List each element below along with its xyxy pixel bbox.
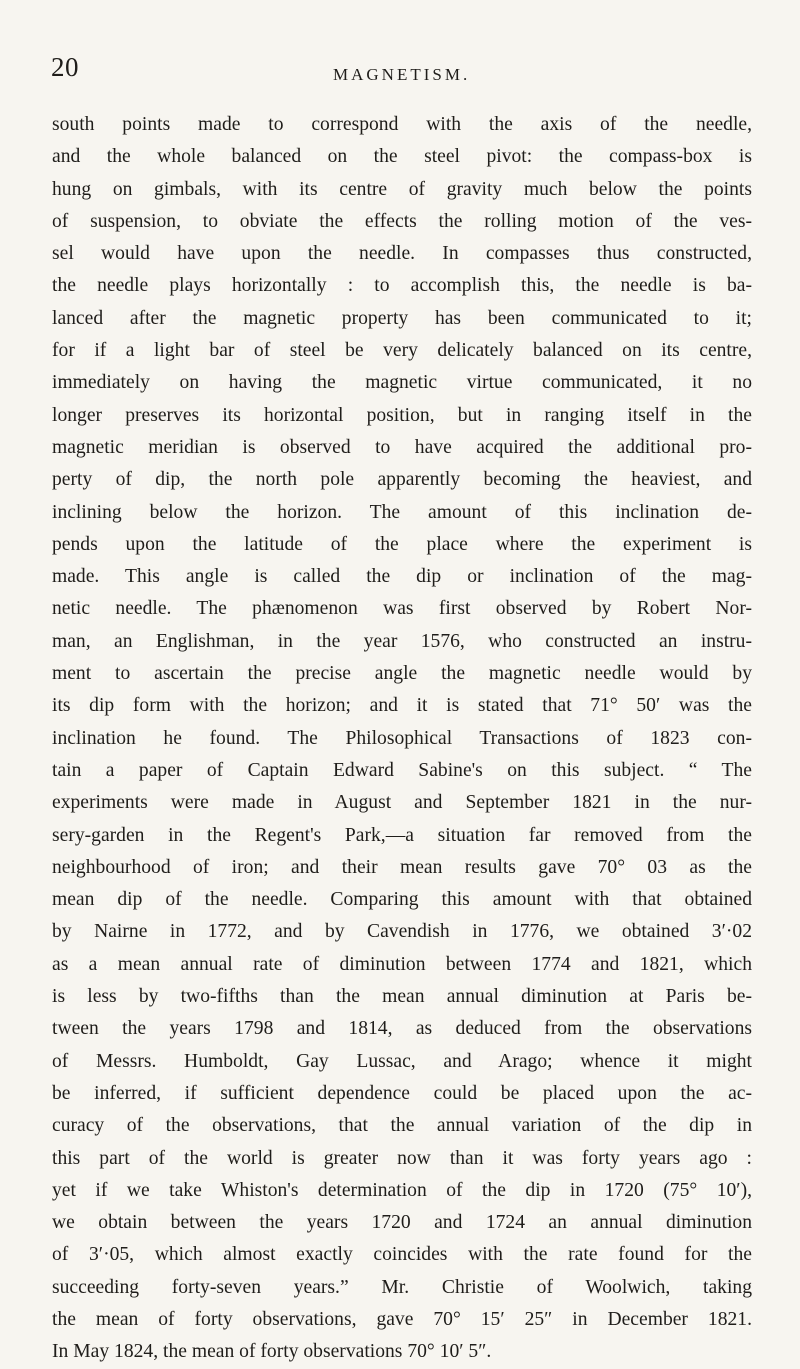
text-line: neighbourhood of iron; and their mean results gave 70° 03 as the bbox=[52, 856, 752, 878]
text-line: magnetic meridian is observed to have acquired the additional pro- bbox=[52, 436, 752, 458]
page-number: 20 bbox=[51, 52, 79, 82]
body-text bbox=[52, 109, 752, 1369]
text-line: sel would have upon the needle. In compasses thus constructed, bbox=[52, 243, 752, 265]
text-line: as a mean annual rate of diminution between 1774 and 1821, which bbox=[52, 953, 752, 975]
text-line: pends upon the latitude of the place where the experiment is bbox=[52, 533, 752, 555]
text-line: this part of the world is greater now than it was forty years ago : bbox=[52, 1147, 752, 1169]
text-line: its dip form with the horizon; and it is stated that 71° 50′ was the bbox=[52, 695, 752, 717]
text-line: of 3′·05, which almost exactly coincides with the rate found for the bbox=[52, 1244, 752, 1266]
text-line: immediately on having the magnetic virtue communicated, it no bbox=[52, 372, 752, 394]
text-line: succeeding forty-seven years.” Mr. Christie of Woolwich, taking bbox=[52, 1276, 752, 1298]
text-line: the needle plays horizontally : to accomplish this, the needle is ba- bbox=[52, 275, 752, 297]
text-line: mean dip of the needle. Comparing this amount with that obtained bbox=[52, 889, 752, 911]
text-line: perty of dip, the north pole apparently becoming the heaviest, and bbox=[52, 469, 752, 491]
text-line: inclination he found. The Philosophical Transactions of 1823 con- bbox=[52, 727, 752, 749]
text-line: curacy of the observations, that the annual variation of the dip in bbox=[52, 1115, 752, 1137]
text-line: the mean of forty observations, gave 70° 15′ 25″ in December 1821. bbox=[52, 1308, 752, 1330]
text-line: of suspension, to obviate the effects the rolling motion of the ves- bbox=[52, 210, 752, 232]
text-line: tain a paper of Captain Edward Sabine's on this subject. “ The bbox=[52, 759, 752, 781]
text-line: longer preserves its horizontal position, but in ranging itself in the bbox=[52, 404, 752, 426]
text-line: lanced after the magnetic property has been communicated to it; bbox=[52, 307, 752, 329]
text-line: by Nairne in 1772, and by Cavendish in 1776, we obtained 3′·02 bbox=[52, 921, 752, 943]
text-line: inclining below the horizon. The amount of this inclination de- bbox=[52, 501, 752, 523]
text-line: for if a light bar of steel be very delicately balanced on its centre, bbox=[52, 340, 752, 362]
text-line: yet if we take Whiston's determination of the dip in 1720 (75° 10′), bbox=[52, 1179, 752, 1201]
text-line: we obtain between the years 1720 and 1724 an annual diminution bbox=[52, 1212, 752, 1234]
text-line: sery-garden in the Regent's Park,—a situation far removed from the bbox=[52, 824, 752, 846]
text-line: In May 1824, the mean of forty observations 70° 10′ 5″. bbox=[52, 1341, 492, 1363]
text-line: of Messrs. Humboldt, Gay Lussac, and Arago; whence it might bbox=[52, 1050, 752, 1072]
text-line: tween the years 1798 and 1814, as deduced from the observations bbox=[52, 1018, 752, 1040]
running-title: MAGNETISM. bbox=[333, 65, 471, 84]
text-line: ment to ascertain the precise angle the magnetic needle would by bbox=[52, 663, 752, 685]
text-line: south points made to correspond with the axis of the needle, bbox=[52, 114, 752, 135]
text-line: hung on gimbals, with its centre of gravity much below the points bbox=[52, 178, 752, 200]
text-line: made. This angle is called the dip or inclination of the mag- bbox=[52, 566, 752, 588]
text-line: netic needle. The phænomenon was first observed by Robert Nor- bbox=[52, 598, 752, 620]
text-line: and the whole balanced on the steel pivot: the compass-box is bbox=[52, 146, 752, 168]
text-line: experiments were made in August and September 1821 in the nur- bbox=[52, 792, 752, 814]
text-line: be inferred, if sufficient dependence could be placed upon the ac- bbox=[52, 1082, 752, 1104]
text-line: man, an Englishman, in the year 1576, who constructed an instru- bbox=[52, 630, 752, 652]
text-line: is less by two-fifths than the mean annual diminution at Paris be- bbox=[52, 986, 752, 1008]
